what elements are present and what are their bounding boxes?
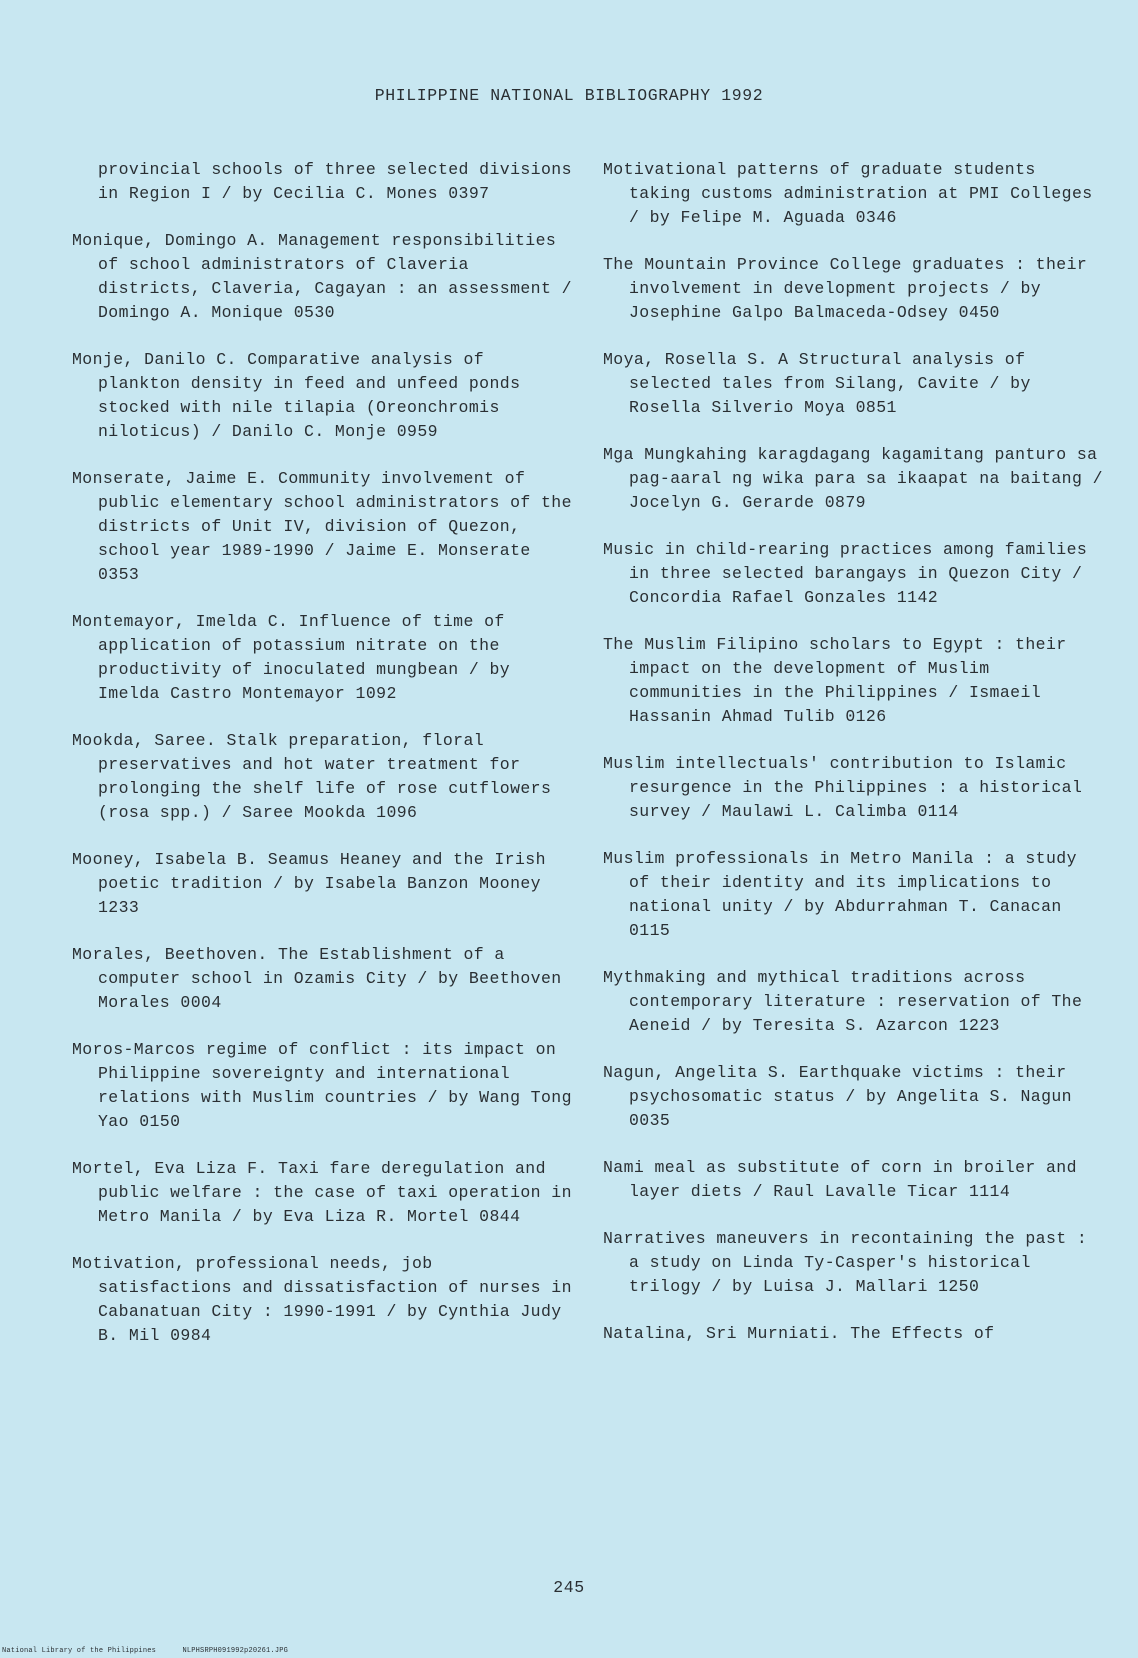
bibliography-entry: Nagun, Angelita S. Earthquake victims : their psychosomatic status / by Angelita S. Nagun 0035 — [603, 1063, 1072, 1130]
bibliography-entry: Mga Mungkahing karagdagang kagamitang panturo sa pag-aaral ng wika para sa ikaapat na baitang / Jocelyn G. Gerarde 0879 — [603, 445, 1103, 512]
bibliography-entry: The Muslim Filipino scholars to Egypt : their impact on the development of Muslim communities in the Philippines / Ismaeil Hassanin Ahmad Tulib 0126 — [603, 635, 1067, 726]
bibliography-entry: The Mountain Province College graduates : their involvement in development projects / by Josephine Galpo Balmaceda-Odsey 0450 — [603, 255, 1088, 322]
bibliography-entry: provincial schools of three selected divisions in Region I / by Cecilia C. Mones 0397 — [98, 160, 572, 203]
bibliography-entry: Motivational patterns of graduate students taking customs administration at PMI Colleges / by Felipe M. Aguada 0346 — [603, 160, 1093, 227]
bibliography-entry: Narratives maneuvers in recontaining the past : a study on Linda Ty-Casper's historical trilogy / by Luisa J. Mallari 1250 — [603, 1229, 1088, 1296]
bibliography-entry: Mythmaking and mythical traditions across contemporary literature : reservation of The Aeneid / by Teresita S. Azarcon 1223 — [603, 968, 1083, 1035]
bibliography-entry: Motivation, professional needs, job satisfactions and dissatisfaction of nurses in Cabanatuan City : 1990-1991 / by Cynthia Judy B. Mil 0984 — [72, 1254, 572, 1345]
page-header: PHILIPPINE NATIONAL BIBLIOGRAPHY 1992 — [374, 86, 764, 105]
bibliography-entry: Monique, Domingo A. Management responsibilities of school administrators of Claveria districts, Claveria, Cagayan : an assessment / Domingo A. Monique 0530 — [72, 231, 572, 322]
bibliography-entry: Moya, Rosella S. A Structural analysis of selected tales from Silang, Cavite / by Rosella Silverio Moya 0851 — [603, 350, 1031, 417]
bibliography-entry: Muslim intellectuals' contribution to Islamic resurgence in the Philippines : a historical survey / Maulawi L. Calimba 0114 — [603, 754, 1083, 821]
footer-institution: National Library of the Philippines — [2, 1647, 157, 1655]
bibliography-entry: Nami meal as substitute of corn in broiler and layer diets / Raul Lavalle Ticar 1114 — [603, 1158, 1077, 1201]
footer-file-id: NLPHSRPH091992p20261.JPG — [182, 1647, 289, 1655]
bibliography-entry: Moros-Marcos regime of conflict : its impact on Philippine sovereignty and international relations with Muslim countries / by Wang Tong Yao 0150 — [72, 1040, 572, 1131]
bibliography-entry: Muslim professionals in Metro Manila : a study of their identity and its implications to national unity / by Abdurrahman T. Canacan 0115 — [603, 849, 1077, 940]
page-number: 245 — [553, 1578, 585, 1597]
bibliography-entry: Mookda, Saree. Stalk preparation, floral preservatives and hot water treatment for prolonging the shelf life of rose cutflowers (rosa spp.) / Saree Mookda 1096 — [72, 731, 552, 822]
bibliography-entry: Morales, Beethoven. The Establishment of a computer school in Ozamis City / by Beethoven Morales 0004 — [72, 945, 562, 1012]
right-column — [603, 158, 1103, 1369]
scan-footer — [2, 1647, 310, 1655]
bibliography-entry: Mooney, Isabela B. Seamus Heaney and the Irish poetic tradition / by Isabela Banzon Mooney 1233 — [72, 850, 546, 917]
bibliography-entry: Monserate, Jaime E. Community involvement of public elementary school administrators of the districts of Unit IV, division of Quezon, school year 1989-1990 / Jaime E. Monserate 0353 — [72, 469, 572, 584]
bibliography-entry: Natalina, Sri Murniati. The Effects of — [603, 1324, 995, 1343]
left-column — [72, 158, 572, 1371]
bibliography-entry: Music in child-rearing practices among families in three selected barangays in Quezon City / Concordia Rafael Gonzales 1142 — [603, 540, 1088, 607]
bibliography-entry: Mortel, Eva Liza F. Taxi fare deregulation and public welfare : the case of taxi operation in Metro Manila / by Eva Liza R. Mortel 0844 — [72, 1159, 572, 1226]
bibliography-entry: Montemayor, Imelda C. Influence of time of application of potassium nitrate on the productivity of inoculated mungbean / by Imelda Castro Montemayor 1092 — [72, 612, 511, 703]
bibliography-entry: Monje, Danilo C. Comparative analysis of plankton density in feed and unfeed ponds stocked with nile tilapia (Oreonchromis niloticus) / Danilo C. Monje 0959 — [72, 350, 521, 441]
